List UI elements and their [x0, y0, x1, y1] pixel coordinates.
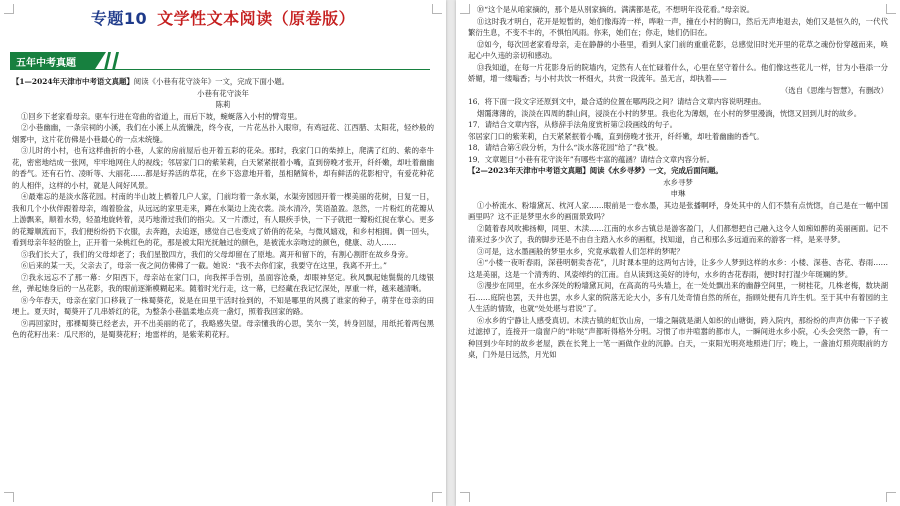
- paragraph: ④最难忘的是淡水落花园。村南的半山坡上栖着几户人家，门前均着一条水渠，水渠旁园园开着一棵美丽的花树，日复一日，我和几个小伙伴跟着母亲，端着脸盆，从远远的家里走来，蹲在水渠边上洗衣裳。淡水清冷，笑语盈盈。忽然，一片粉红的花瓣从上游飘来，顺着水势，轻盈地旋转着，灵巧地滑过我们的指尖。又一片漂过，有人眼疾手快，一下子就把一瓣粉红捉在掌心。更多的花瓣顺流而下，我们便纷纷扔下衣服，去奔跑，去追逐，感觉自己也变成了娇俏的花朵，与微风嬉戏，和乡村相拥。偶一回头，看到母亲年轻的脸上，正开着一朵桃红色的花，那是被太阳光抚触过的颜色，是被流水亲吻过的颜色，健康、动人……: [12, 192, 434, 247]
- paragraph: ⑤漫步在同里，在水乡深处的粉墙黛瓦间，在高高的马头墙上，在一处处飘出来的幽静空间里，一树桂花，几株老梅，数块湖石……庭院也罢，天井也罢，水乡人家的院落无论大小，多有几处奇情自然的所在，指顾处便有几许生机。至于其中有着园的主人生活的情致，也就“处处堪与君说”了。: [468, 281, 888, 313]
- paragraph: ⑤我们长大了，我们的父母却老了；我们星散四方，我们的父母却留在了原地。离开和留下的，有割心割肝在故乡身旁。: [20, 249, 413, 259]
- paragraph: ⑥后来的某一天，父亲去了，母亲一夜之间仿佛佛了一截。她说：“我不去你们家，我要守在这里，我离不开土。”: [20, 261, 387, 270]
- paragraph: ①小桥流水、粉墙黛瓦、枕河人家……眼前是一卷水墨，其边是张播啊呼，身处其中的人们不禁有点恍惚，自己是在一幅中国画里吗？这不正是梦里水乡的画面景致吗？: [468, 200, 888, 221]
- section-label: 五年中考真题: [16, 58, 76, 69]
- right-page-body: [468, 4, 888, 361]
- question-item: 18．请结合第④段分析，为什么“淡水落花园”给了“我”极。: [468, 143, 663, 152]
- question-intro: 【2—2023年天津市中考语文真题】阅读《水乡寻梦》一文，完成后面问题。: [468, 166, 723, 175]
- paragraph: ⑦我永远忘不了那一幕：夕阳西下，母亲站在家门口，向我挥手告别，虽面容沧桑，却眼神坚定。秋风飘起她鬓鬓的几缕银丝，弹起她身后的一丛花影，我的眼前逐渐模糊起来。随着时光行走，这一幕，已经藏在我记忆深处，厚重一样，越来越清晰。: [12, 272, 434, 293]
- article-author: 申琳: [670, 189, 686, 198]
- section-divider: [10, 69, 430, 70]
- right-page: [456, 0, 900, 506]
- crop-mark: [460, 492, 470, 502]
- question-instruction: 阅读《小巷有花守淡年》一文，完成下面小题。: [133, 77, 290, 86]
- question-intro: [12, 76, 434, 88]
- paragraph: ②小巷幽幽，一条宗祠的小溪，我们在小溪上从流懒洗，终今夜，一片花丛扑入眼帘，有鸡冠花、江西腊、太阳花，轻纱般的烟雾中，这片花仿佛是小巷最心的一点未统缝。: [12, 123, 434, 144]
- crop-mark: [886, 492, 896, 502]
- page-title: [0, 6, 446, 29]
- article-title: 水乡寻梦: [663, 177, 693, 187]
- question-item: 16．将下面一段文字还原到文中，最合适的位置在哪两段之间？请结合文章内容说明理由。: [468, 97, 766, 106]
- paragraph: ③儿时的小村，也有这样曲折的小巷，人家的房前屋后也开着五彩的花朵。那时，我家门口的柴掉上，爬满了红的、紫的牵牛花，密密地结成一张网，牢牢地网住人的视线；邻居家门口的紫茉莉，白天紧紧抿着小嘴，直到傍晚才张开，纤纤嫩，却吐着幽幽的香气。还有石竹、凌昕等、大丽花……都是好养活的草花，在乡下恣意地开着，虽相陋简朴，却有鲜活的花影相守，有爱花种花的人相伴，这样的小村，就是人间好风景。: [12, 146, 434, 190]
- article-title: 小巷有花守淡年: [197, 88, 249, 98]
- quoted-text: 烟霭薄薄的，淡淡在四周的群山间，浸淡在小村的梦里。我也化为薄烟，在小村的梦里漫淌，恍惚又回到儿时的故乡。: [476, 108, 862, 118]
- question-item: 17．请结合文章内容，从修辞手法角度赏析第②段画线的句子。: [468, 120, 677, 129]
- question-source: 【1—2024年天津市中考语文真题】: [12, 77, 134, 86]
- paragraph: ⑬我知道，在每一片花影身后的院墙内，定然有人在忙碌着什么，心里在坚守着什么。他们像这些花儿一样，甘为小巷添一分娇媚，增一缕嗡香；与小村共饮一杯细火，共赏一段流年。虽无言，却执着——: [468, 62, 888, 83]
- question-item: 19．文章题目“小巷有花守淡年”有哪些丰富的蕴涵？请结合文章内容分析。: [468, 154, 715, 164]
- title-topic: 文学性文本阅读（原卷版）: [157, 9, 356, 28]
- quoted-text: 邻居家门口的紫茉莉，白天紧紧抿着小嘴，直到傍晚才张开，纤纤嫩，却吐着幽幽的香气。: [468, 131, 764, 141]
- crop-mark: [432, 492, 442, 502]
- paragraph: ⑩“这个是从咱家摘的，那个是从别家摘的。满满都是花，不想明年没花看。”母亲说。: [476, 5, 755, 14]
- paragraph: ⑥水乡的宁静让人感受真切。木渎古镇的虹饮山房，一墙之隔就是湖人如织的山塘街，跨入院内，那纷纷的声声仿佛一下子被过滤掉了，连接开一扇窗户的“咔哒”声都听得格外分明。习惯了市井喧嚣的都市人，一瞬间进水乡小院，心头会突然一静，有一种回到少年时的故乡老屋，跌在长凳上一笔一画做作业的沉静。白天，一束阳光明亮地照进门厅；晚上，一盏油灯照亮眼前的方桌，门外是日远然，月光如: [468, 315, 888, 359]
- paragraph: ⑨再回家时，那裸蜀葵已经老去，开不出美丽的花了，我略感失望。母亲懂我的心思，笑尔一笑，转身回屋，用纸托着两包黑色的花籽出来：瓜尺形的，是蜀葵花籽；地雷样的，是紫茉莉花籽。: [12, 318, 434, 339]
- paragraph: ①回乡下老家看母亲。驱车行进在弯曲的省道上，而后下坡，蜿蜒落入小村的臂弯里。: [20, 111, 302, 121]
- left-page-body: [12, 76, 434, 341]
- source-note: （选自《思维与智慧》，有删改）: [780, 85, 888, 95]
- article-author: 陈莉: [215, 100, 231, 109]
- crop-mark: [4, 492, 14, 502]
- paragraph: ③可是，这水墨画般的梦里水乡，究竟承载着人们怎样的梦呢？: [476, 246, 684, 256]
- title-number: 专题10: [90, 9, 148, 28]
- paragraph: ⑧今年春天，母亲在家门口移栽了一株蜀葵花，说是在田里干活时捡到的，不知是哪里的风携了谁家的种子，萌芽在母亲的田埂上。夏天时，蜀葵开了几串娇红的花，为整条小巷温柔地点亮一盏灯，照着我回家的路。: [12, 295, 434, 316]
- paragraph: ⑫如今，每次回老家看母亲，走在静静的小巷里，看到人家门前的重重花影，总感觉旧时光开里的花草之魂份份穿越而来，唤起心中久违的亲切和感动。: [468, 39, 888, 60]
- section-tag-stripe: [112, 52, 119, 70]
- paragraph: ⑪这时我才明白，花开是短暂的，她们像海涛一样，哗啦一声，撞在小村的胸口，然后无声地退去，她们又是恒久的，一代代繁衍生息，不变不丰的，不惧怕风雨。你来，她们在；你走，她们仍旧在。: [468, 16, 888, 37]
- section-tag-stripe: [104, 52, 111, 70]
- paragraph: ②随着春风吹拂扬柳，同里、木渎……江南的水乡古镇总是游客盈门，人们都想把自己融入这令人如痴如醉的美丽画面。记不清来过多少次了，我的脚步还是不由自主踏入水乡的画框，找知道，自己和那么多远道而来的游客一样，是来寻梦。: [468, 223, 888, 244]
- left-page: [0, 0, 446, 506]
- section-tag: [10, 52, 122, 70]
- paragraph: ④“小楼一夜听春雨，深巷明朝卖杏花”，儿时课本里的这两句古诗，让多少人梦到这样的水乡：小楼、深巷、杏花、春雨……这是美丽，这是一个清秀的、风姿绰约的江南。自从读到这美好的诗句，水乡的杏花春雨，便时时打湿少年斑斓的梦。: [468, 258, 888, 279]
